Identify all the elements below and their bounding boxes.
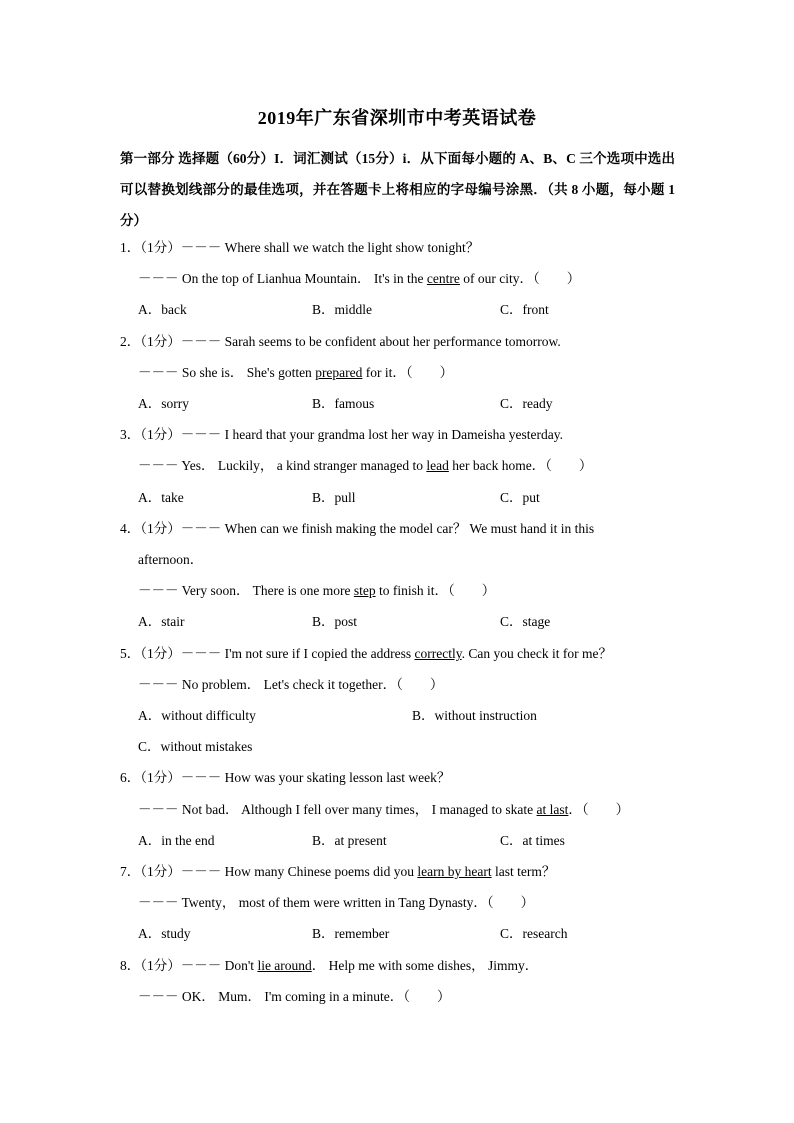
option-b[interactable]: B．remember (312, 926, 390, 941)
reply-text-end: of our city．（ ） (459, 271, 581, 286)
option-c[interactable]: C．ready (500, 396, 553, 411)
underlined-word: step (353, 583, 376, 598)
option-a[interactable]: A．stair (138, 614, 185, 629)
option-b[interactable]: B．post (312, 614, 358, 629)
reply-text-end: ．（ ） (568, 802, 630, 817)
question-7 (120, 856, 555, 887)
question-1 (120, 232, 479, 263)
option-c[interactable]: C．without mistakes (138, 739, 253, 754)
option-b[interactable]: B．famous (312, 396, 375, 411)
question-2-reply (138, 357, 453, 388)
question-6 (120, 762, 450, 793)
question-3 (120, 419, 563, 450)
option-c[interactable]: C．front (500, 302, 549, 317)
option-c[interactable]: C．research (500, 926, 568, 941)
reply-text-end: for it．（ ） (362, 365, 454, 380)
reply-text-end: to finish it．（ ） (375, 583, 496, 598)
underlined-word: at last (536, 802, 569, 817)
option-a[interactable]: A．sorry (138, 396, 189, 411)
question-5 (120, 638, 612, 669)
question-7-reply (138, 887, 534, 918)
question-1-reply (138, 263, 580, 294)
reply-text: －－－ Not bad． Although I fell over many times， I managed to skate (138, 802, 537, 817)
question-1-text: 1．（1分）－－－ Where shall we watch the light show tonight？ (120, 240, 480, 255)
option-a[interactable]: A．back (138, 302, 187, 317)
option-b[interactable]: B．middle (312, 302, 372, 317)
question-4-text: 4．（1分）－－－ When can we finish making the model car？ We must hand it in this (120, 521, 595, 536)
question-8-text-end: ． Help me with some dishes， Jimmy． (311, 958, 539, 973)
underlined-word: lie around (257, 958, 312, 973)
option-a[interactable]: A．take (138, 490, 184, 505)
question-3-reply (138, 450, 592, 481)
underlined-word: prepared (315, 365, 363, 380)
underlined-word: correctly (414, 646, 462, 661)
option-c[interactable]: C．put (500, 490, 540, 505)
question-4-continued: afternoon． (138, 552, 204, 567)
option-b[interactable]: B．without instruction (412, 708, 537, 723)
underlined-word: learn by heart (417, 864, 492, 879)
question-2-text: 2．（1分）－－－ Sarah seems to be confident about her performance tomorrow. (120, 334, 561, 349)
question-3-text: 3．（1分）－－－ I heard that your grandma lost her way in Dameisha yesterday. (120, 427, 564, 442)
reply-text: －－－ On the top of Lianhua Mountain． It's in the (138, 271, 427, 286)
question-5-text-end: . Can you check it for me？ (461, 646, 612, 661)
reply-text: －－－ No problem． Let's check it together．（ ） (138, 677, 444, 692)
question-8-reply (138, 981, 451, 1012)
reply-text: －－－ Twenty， most of them were written in Tang Dynasty．（ ） (138, 895, 535, 910)
question-4 (120, 513, 675, 544)
underlined-word: lead (426, 458, 449, 473)
question-7-text-end: last term？ (491, 864, 556, 879)
question-7-text: 7．（1分）－－－ How many Chinese poems did you (120, 864, 418, 879)
question-8 (120, 950, 538, 981)
reply-text: －－－ Yes． Luckily， a kind stranger managed to (138, 458, 427, 473)
reply-text: －－－ Very soon． There is one more (138, 583, 354, 598)
question-5-reply (138, 669, 443, 700)
option-c[interactable]: C．at times (500, 833, 565, 848)
underlined-word: centre (426, 271, 460, 286)
reply-text: －－－ So she is． She's gotten (138, 365, 316, 380)
question-6-text: 6．（1分）－－－ How was your skating lesson last week？ (120, 770, 451, 785)
question-8-text: 8．（1分）－－－ Don't (120, 958, 258, 973)
question-4-reply (138, 575, 495, 606)
reply-text-end: her back home．（ ） (448, 458, 593, 473)
page-title: 2019年广东省深圳市中考英语试卷 (257, 108, 537, 128)
question-5-text: 5．（1分）－－－ I'm not sure if I copied the address (120, 646, 415, 661)
option-b[interactable]: B．pull (312, 490, 356, 505)
section-instructions: 第一部分 选择题（60分）I．词汇测试（15分）i．从下面每小题的 A、B、C 三个选项中选出可以替换划线部分的最佳选项，并在答题卡上将相应的字母编号涂黑．（共 8 小题，每小题 1 分） (120, 151, 675, 228)
option-c[interactable]: C．stage (500, 614, 551, 629)
question-6-reply (138, 794, 629, 825)
option-a[interactable]: A．in the end (138, 833, 215, 848)
question-2 (120, 326, 561, 357)
option-a[interactable]: A．without difficulty (138, 708, 256, 723)
option-b[interactable]: B．at present (312, 833, 387, 848)
option-a[interactable]: A．study (138, 926, 191, 941)
reply-text: －－－ OK． Mum． I'm coming in a minute．（ ） (138, 989, 451, 1004)
